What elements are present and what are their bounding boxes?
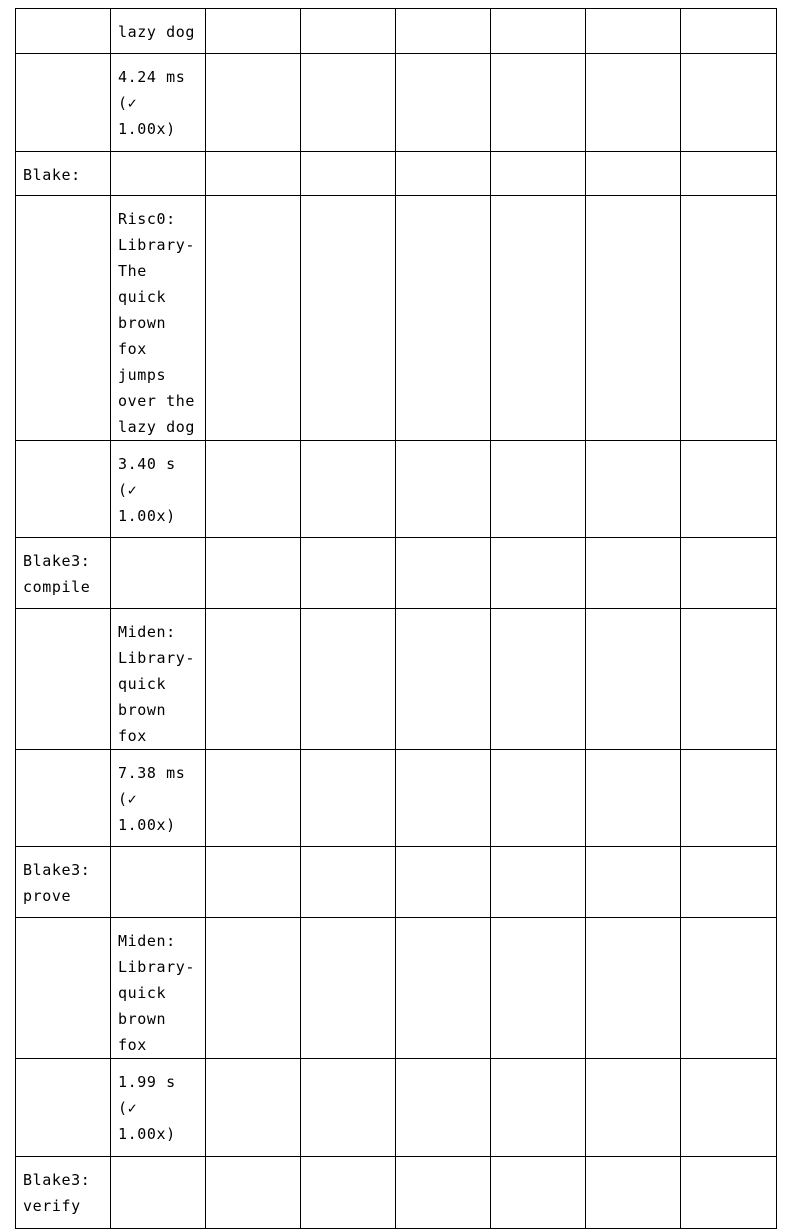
row-value-cell [111,750,206,847]
row-label-cell [16,538,111,609]
row-value-cell [111,609,206,750]
empty-cell [681,152,777,196]
empty-cell [681,1157,777,1229]
empty-cell [396,196,491,441]
empty-cell [396,1157,491,1229]
empty-cell [396,54,491,152]
row-value-cell [111,538,206,609]
row-label [16,750,110,760]
empty-cell [396,609,491,750]
empty-cell [206,1157,301,1229]
empty-cell [206,847,301,918]
row-label-cell [16,609,111,750]
row-label [16,196,110,206]
empty-cell [681,750,777,847]
empty-cell [586,441,681,538]
row-label-cell [16,1157,111,1229]
table-row [16,1157,777,1229]
empty-cell [301,918,396,1059]
empty-cell [681,54,777,152]
row-label [16,54,110,64]
empty-cell [491,1157,586,1229]
row-value: lazy dog [118,23,196,41]
row-value [111,847,205,857]
row-label [16,9,110,19]
empty-cell [396,152,491,196]
row-value-cell [111,441,206,538]
row-label [16,441,110,451]
empty-cell [681,196,777,441]
empty-cell [301,152,396,196]
empty-cell [206,750,301,847]
table-row [16,441,777,538]
empty-cell [206,538,301,609]
row-value-cell [111,9,206,54]
empty-cell [396,750,491,847]
row-label [16,1059,110,1069]
empty-cell [491,9,586,54]
row-value: 3.40 s (✓ 1.00x) [118,455,176,525]
row-label-cell [16,918,111,1059]
empty-cell [586,54,681,152]
row-value-cell [111,54,206,152]
empty-cell [301,1157,396,1229]
row-label-cell [16,847,111,918]
empty-cell [491,54,586,152]
table-row [16,538,777,609]
empty-cell [586,196,681,441]
empty-cell [206,9,301,54]
empty-cell [681,847,777,918]
table-row [16,750,777,847]
empty-cell [301,609,396,750]
row-value-cell [111,847,206,918]
row-value-cell [111,152,206,196]
empty-cell [301,54,396,152]
empty-cell [491,538,586,609]
empty-cell [491,750,586,847]
row-value: Risc0: Library- The quick brown fox jumps over the lazy dog [118,210,196,436]
empty-cell [586,1059,681,1157]
table-row [16,847,777,918]
row-label-cell [16,750,111,847]
empty-cell [586,9,681,54]
empty-cell [681,538,777,609]
empty-cell [206,54,301,152]
empty-cell [206,196,301,441]
empty-cell [301,9,396,54]
empty-cell [681,918,777,1059]
row-value-cell [111,918,206,1059]
row-label: Blake3: verify [23,1171,91,1215]
empty-cell [206,152,301,196]
empty-cell [396,918,491,1059]
empty-cell [491,441,586,538]
empty-cell [206,441,301,538]
row-label-cell [16,9,111,54]
row-label-cell [16,1059,111,1157]
empty-cell [491,609,586,750]
row-label-cell [16,441,111,538]
row-label: Blake3: prove [23,861,91,905]
empty-cell [206,609,301,750]
table-row [16,152,777,196]
empty-cell [396,441,491,538]
empty-cell [301,750,396,847]
empty-cell [396,847,491,918]
row-value [111,152,205,162]
empty-cell [491,152,586,196]
row-value: 4.24 ms (✓ 1.00x) [118,68,186,138]
row-value: Miden: Library- quick brown fox [118,623,196,745]
empty-cell [681,9,777,54]
row-value-cell [111,1157,206,1229]
empty-cell [586,609,681,750]
row-label [16,918,110,928]
row-value-cell [111,1059,206,1157]
table-row [16,918,777,1059]
table-row [16,196,777,441]
table-row [16,609,777,750]
empty-cell [396,9,491,54]
empty-cell [586,750,681,847]
empty-cell [206,918,301,1059]
empty-cell [301,847,396,918]
empty-cell [586,847,681,918]
row-value [111,1157,205,1167]
empty-cell [586,538,681,609]
row-value: 7.38 ms (✓ 1.00x) [118,764,186,834]
row-value [111,538,205,548]
empty-cell [206,1059,301,1157]
benchmark-table [15,8,777,1229]
table-row [16,54,777,152]
row-label: Blake3: compile [23,552,91,596]
empty-cell [491,1059,586,1157]
empty-cell [681,441,777,538]
empty-cell [586,1157,681,1229]
table-row [16,1059,777,1157]
empty-cell [301,538,396,609]
table-row [16,9,777,54]
empty-cell [681,1059,777,1157]
row-value: Miden: Library- quick brown fox [118,932,196,1054]
empty-cell [681,609,777,750]
empty-cell [301,196,396,441]
row-value-cell [111,196,206,441]
empty-cell [301,1059,396,1157]
empty-cell [491,847,586,918]
empty-cell [491,196,586,441]
empty-cell [491,918,586,1059]
row-label: Blake: [23,166,81,184]
empty-cell [396,1059,491,1157]
row-label-cell [16,196,111,441]
empty-cell [586,918,681,1059]
empty-cell [586,152,681,196]
row-label [16,609,110,619]
row-label-cell [16,54,111,152]
empty-cell [396,538,491,609]
row-label-cell [16,152,111,196]
row-value: 1.99 s (✓ 1.00x) [118,1073,176,1143]
empty-cell [301,441,396,538]
